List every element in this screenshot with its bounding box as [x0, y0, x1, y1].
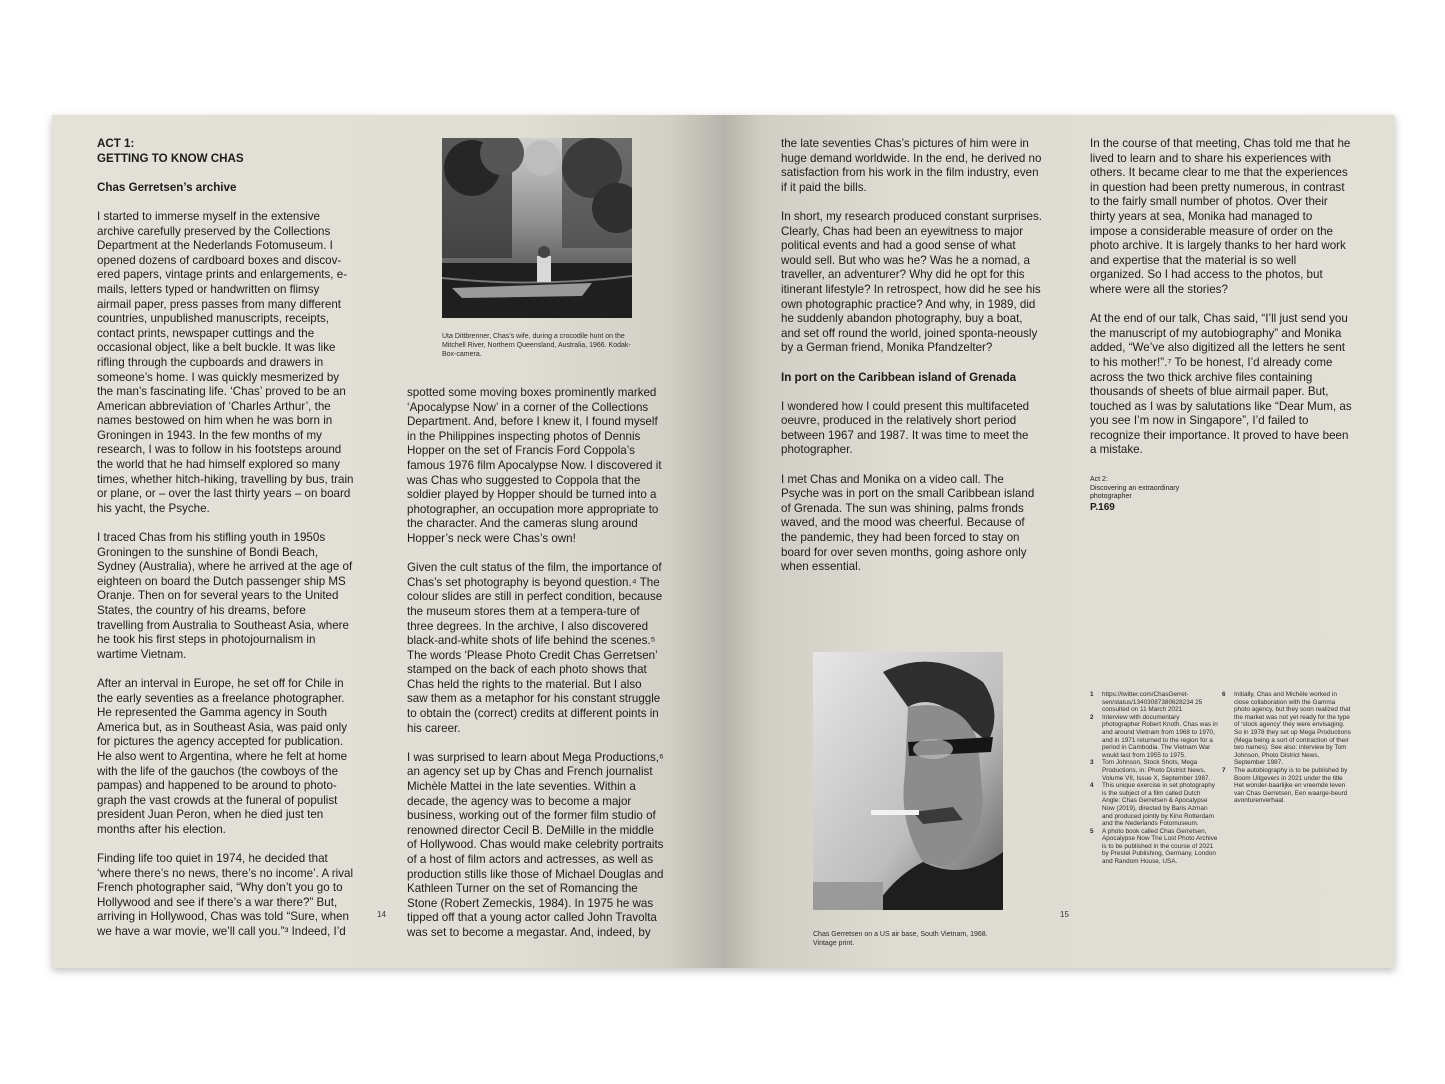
page-number-left: 14 [377, 910, 386, 919]
act-heading-line-2: GETTING TO KNOW CHAS [97, 151, 244, 165]
right-page [722, 115, 1395, 968]
footnotes-column-1 [1090, 691, 1218, 866]
footnote-text: A photo book called Chas Gerretsen, Apocalypse Now The Lost Photo Archive is to be published in the course of 2021 by Prestel Publishing, Germany, London and Random House, USA. [1102, 827, 1218, 866]
body-paragraph: Given the cult status of the film, the importance of Chas’s set photography is beyond question.⁴ The colour slides are still in perfect condition, because the museum stores them at a tempera-ture of three degrees. In the archive, I also discovered black-and-white shots of life behind the scenes.⁵ The words ‘Please Photo Credit Chas Gerretsen’ stamped on the back of each photo shows that Chas held the rights to the material. But I also saw them as a metaphor for his constant struggle to obtain the (correct) credits at different points in his career. [407, 561, 663, 735]
right-column-1 [781, 137, 1043, 589]
left-page [52, 115, 722, 968]
act-heading [97, 137, 355, 166]
magazine-spread [52, 115, 1395, 968]
section-title: Chas Gerretsen’s archive [97, 180, 237, 194]
footnote-text: This unique exercise in set photography is the subject of a film called Dutch Angle: Chas Gerretsen & Apocalypse Now (2019), directed by Baris Azman and produced jointly by Kino Rotterdam and the Nederlands Fotomuseum. [1102, 782, 1215, 828]
footnote-text: https://twitter.com/ChasGerret-sen/status/13403087380628234 25 consulted on 11 March 2021 [1102, 691, 1203, 714]
body-paragraph: the late seventies Chas’s pictures of him were in huge demand worldwide. In the end, he derived no satisfaction from his work in the film industry, even if it paid the bills. [781, 137, 1042, 194]
footnote-text: Interview with documentary photographer Robert Knoth. Chas was in and around Vietnam from 1968 to 1970, and in 1971 returned to the region for a period in Cambodia. The Vietnam War would last from 1955 to 1975. [1102, 713, 1218, 759]
body-paragraph: I wondered how I could present this multifaceted oeuvre, produced in the relatively short period between 1967 and 1987. It was time to meet the photographer. [781, 399, 1030, 457]
footnote [1090, 828, 1218, 866]
col4-body [1090, 137, 1352, 458]
body-paragraph: spotted some moving boxes prominently marked ‘Apocalypse Now’ in a corner of the Collections Department. And, before I knew it, I found myself in the Philippines inspecting photos of Dennis Hopper on the set of Francis Ford Coppola’s famous 1976 film Apocalypse Now. I discovered it was Chas who suggested to Coppola that the soldier played by Hopper should be turned into a photographer, an occupation more appropriate to the character. And the cameras slung around Hopper’s neck were Chas’s own! [407, 386, 662, 545]
body-paragraph: I met Chas and Monika on a video call. The Psyche was in port on the small Caribbean island of Grenada. The sun was shining, palms fronds waved, and the mood was cheerful. Because of the pandemic, they had been forced to stay on board for over seven months, going ashore only when essential. [781, 472, 1035, 574]
footnote-number: 3 [1090, 759, 1094, 767]
act2-crossref [1090, 476, 1200, 512]
col3-body [781, 137, 1043, 356]
photo-chas-portrait [813, 652, 1003, 910]
body-paragraph: At the end of our talk, Chas said, “I’ll just send you the manuscript of my autobiography” and Monika added, “We’ve also digitized all the letters he sent to his mother!”.⁷ To be honest, I’d already come across the two thick archive files containing thousands of sheets of blue airmail paper. But, touched as I was by salutations like “Dear Mum, as you see I’m now in Singapore”, I’d failed to recognize their importance. It proved to have been a mistake. [1090, 312, 1352, 457]
footnote-number: 5 [1090, 827, 1094, 835]
footnote [1090, 691, 1218, 714]
act2-page-ref: P.169 [1090, 501, 1115, 513]
body-paragraph: After an interval in Europe, he set off for Chile in the early seventies as a freelance photographer. He represented the Gamma agency in South America but, as in Southeast Asia, was paid only for pictures the agency accepted for publication. He also went to Argentina, where he felt at home with the life of the gauchos (the cowboys of the pampas) and happened to be around to photo-graph the vast crowds at the funeral of populist president Juan Peron, when he died just ten months after his election. [97, 676, 348, 836]
footnote-text: Initially, Chas and Michèle worked in close collaboration with the Gamma photo agency, but they soon realized that the market was not yet ready for the type of ‘stock agency’ they were envisaging. So in 1978 they set up Mega Productions (Mega being a sort of contraction of their two names). See also: interview by Tom Johnson, Photo District News, September 1987. [1234, 691, 1351, 767]
body-paragraph: In the course of that meeting, Chas told me that he lived to learn and to share his experiences with others. It became clear to me that the experiences in question had been pretty numerous, in contrast to the fairly small number of photos. Over their thirty years at sea, Monika had managed to impose a considerable measure of order on the photo archive. It is largely thanks to her hard work and expertise that the material is so well organized. So I had access to the photos, but where were all the stories? [1090, 137, 1351, 296]
footnote-number: 6 [1222, 691, 1226, 698]
footnotes-column-2 [1222, 691, 1352, 805]
left-column-2 [407, 386, 665, 955]
act2-subtitle: Discovering an extraordinary photographer [1090, 484, 1180, 500]
left-column-1 [97, 137, 355, 954]
body-paragraph: I traced Chas from his stifling youth in 1950s Groningen to the sunshine of Bondi Beach, Sydney (Australia), where he arrived at the age of eighteen on board the Dutch passenger ship MS Oranje. Then on for several years to the United States, the country of his dreams, before travelling from Australia to Southeast Asia, where he took his first steps in photojournalism in wartime Vietnam. [97, 531, 353, 661]
page-number-right: 15 [1060, 910, 1069, 919]
footnote-number: 7 [1222, 766, 1226, 774]
footnote-text: Tom Johnson, Stock Shots, Mega Productions, in: Photo District News, Volume VII, Issue X, September 1987. [1102, 759, 1211, 782]
footnote-text: The autobiography is to be published by Boom Uitgevers in 2021 under the title Het wonder-baarlijke en vreemde leven van Chas Gerretsen, Een waarge-beurd avonturenverhaal. [1234, 766, 1348, 805]
col1-body [97, 210, 355, 940]
footnote [1222, 767, 1352, 805]
section-title-2: In port on the Caribbean island of Grenada [781, 370, 1017, 384]
footnote-number: 4 [1090, 782, 1094, 790]
footnote [1222, 691, 1352, 767]
col3b-body [781, 400, 1043, 575]
footnote [1090, 759, 1218, 782]
col2-body [407, 386, 665, 941]
footnote [1090, 714, 1218, 760]
act2-label: Act 2: [1090, 476, 1108, 483]
body-paragraph: I started to immerse myself in the extensive archive carefully preserved by the Collections Department at the Nederlands Fotomuseum. I opened dozens of cardboard boxes and discov-ered papers, vintage prints and enlargements, e-mails, letters typed or handwritten on flimsy airmail paper, press passes from many different countries, unpublished manuscripts, receipts, contact prints, newspaper cuttings and the occasional object, like a belt buckle. It was like rifling through the cupboards and drawers in someone’s home. I was quickly mesmerized by the man’s fascinating life. ‘Chas’ proved to be an American abbreviation of ‘Charles Arthur’, the names bestowed on him when he was born in Groningen in 1943. In the few months of my research, I was to follow in his footsteps around the world that he had himself explored so many times, whether hitch-hiking, travelling by bus, train or plane, or – over the last thirty years – on board his yacht, the Psyche. [97, 209, 354, 515]
footnote-number: 1 [1090, 691, 1094, 698]
act-heading-line-1: ACT 1: [97, 137, 135, 150]
photo-caption-right: Chas Gerretsen on a US air base, South Vietnam, 1968. Vintage print. [813, 931, 988, 947]
photo-caption-left: Uta Dittbrenner, Chas’s wife, during a crocodile hunt on the Mitchell River, Northern Queensland, Australia, 1966. Kodak-Box-camera. [442, 333, 631, 358]
footnote [1090, 782, 1218, 828]
body-paragraph: I was surprised to learn about Mega Productions,⁶ an agency set up by Chas and French journalist Michèle Mattei in the late seventies. Within a decade, the agency was to become a major business, working out of the former film studio of renowned director Cecil B. DeMille in the middle of Hollywood. Chas would make celebrity portraits of a host of film actors and actresses, as well as production stills like those of Michael Douglas and Kathleen Turner on the set of Romancing the Stone (Robert Zemeckis, 1984). In 1975 he was tipped off that a young actor called John Travolta was set to become a megastar. And, indeed, by [407, 750, 664, 939]
body-paragraph: In short, my research produced constant surprises. Clearly, Chas had been an eyewitness to major political events and had a good sense of what would sell. But who was he? Was he a nomad, a traveller, an adventurer? Why did he opt for this itinerant lifestyle? In retrospect, how did he see his own photographic practice? And why, in 1989, did he suddenly abandon photography, buy a boat, and set off round the world, joined sponta-neously by a German friend, Monika Pfandzelter? [781, 209, 1042, 355]
footnote-number: 2 [1090, 713, 1094, 721]
body-paragraph: Finding life too quiet in 1974, he decided that ‘where there’s no news, there’s no income’. A rival French photographer said, “Why don’t you go to Hollywood and see if there’s a war there?” But, arriving in Hollywood, Chas was told “Sure, when we have a war movie, we’ll call you.”³ Indeed, I’d [97, 852, 354, 939]
photo-crocodile-hunt [442, 138, 632, 318]
right-column-2 [1090, 137, 1352, 473]
